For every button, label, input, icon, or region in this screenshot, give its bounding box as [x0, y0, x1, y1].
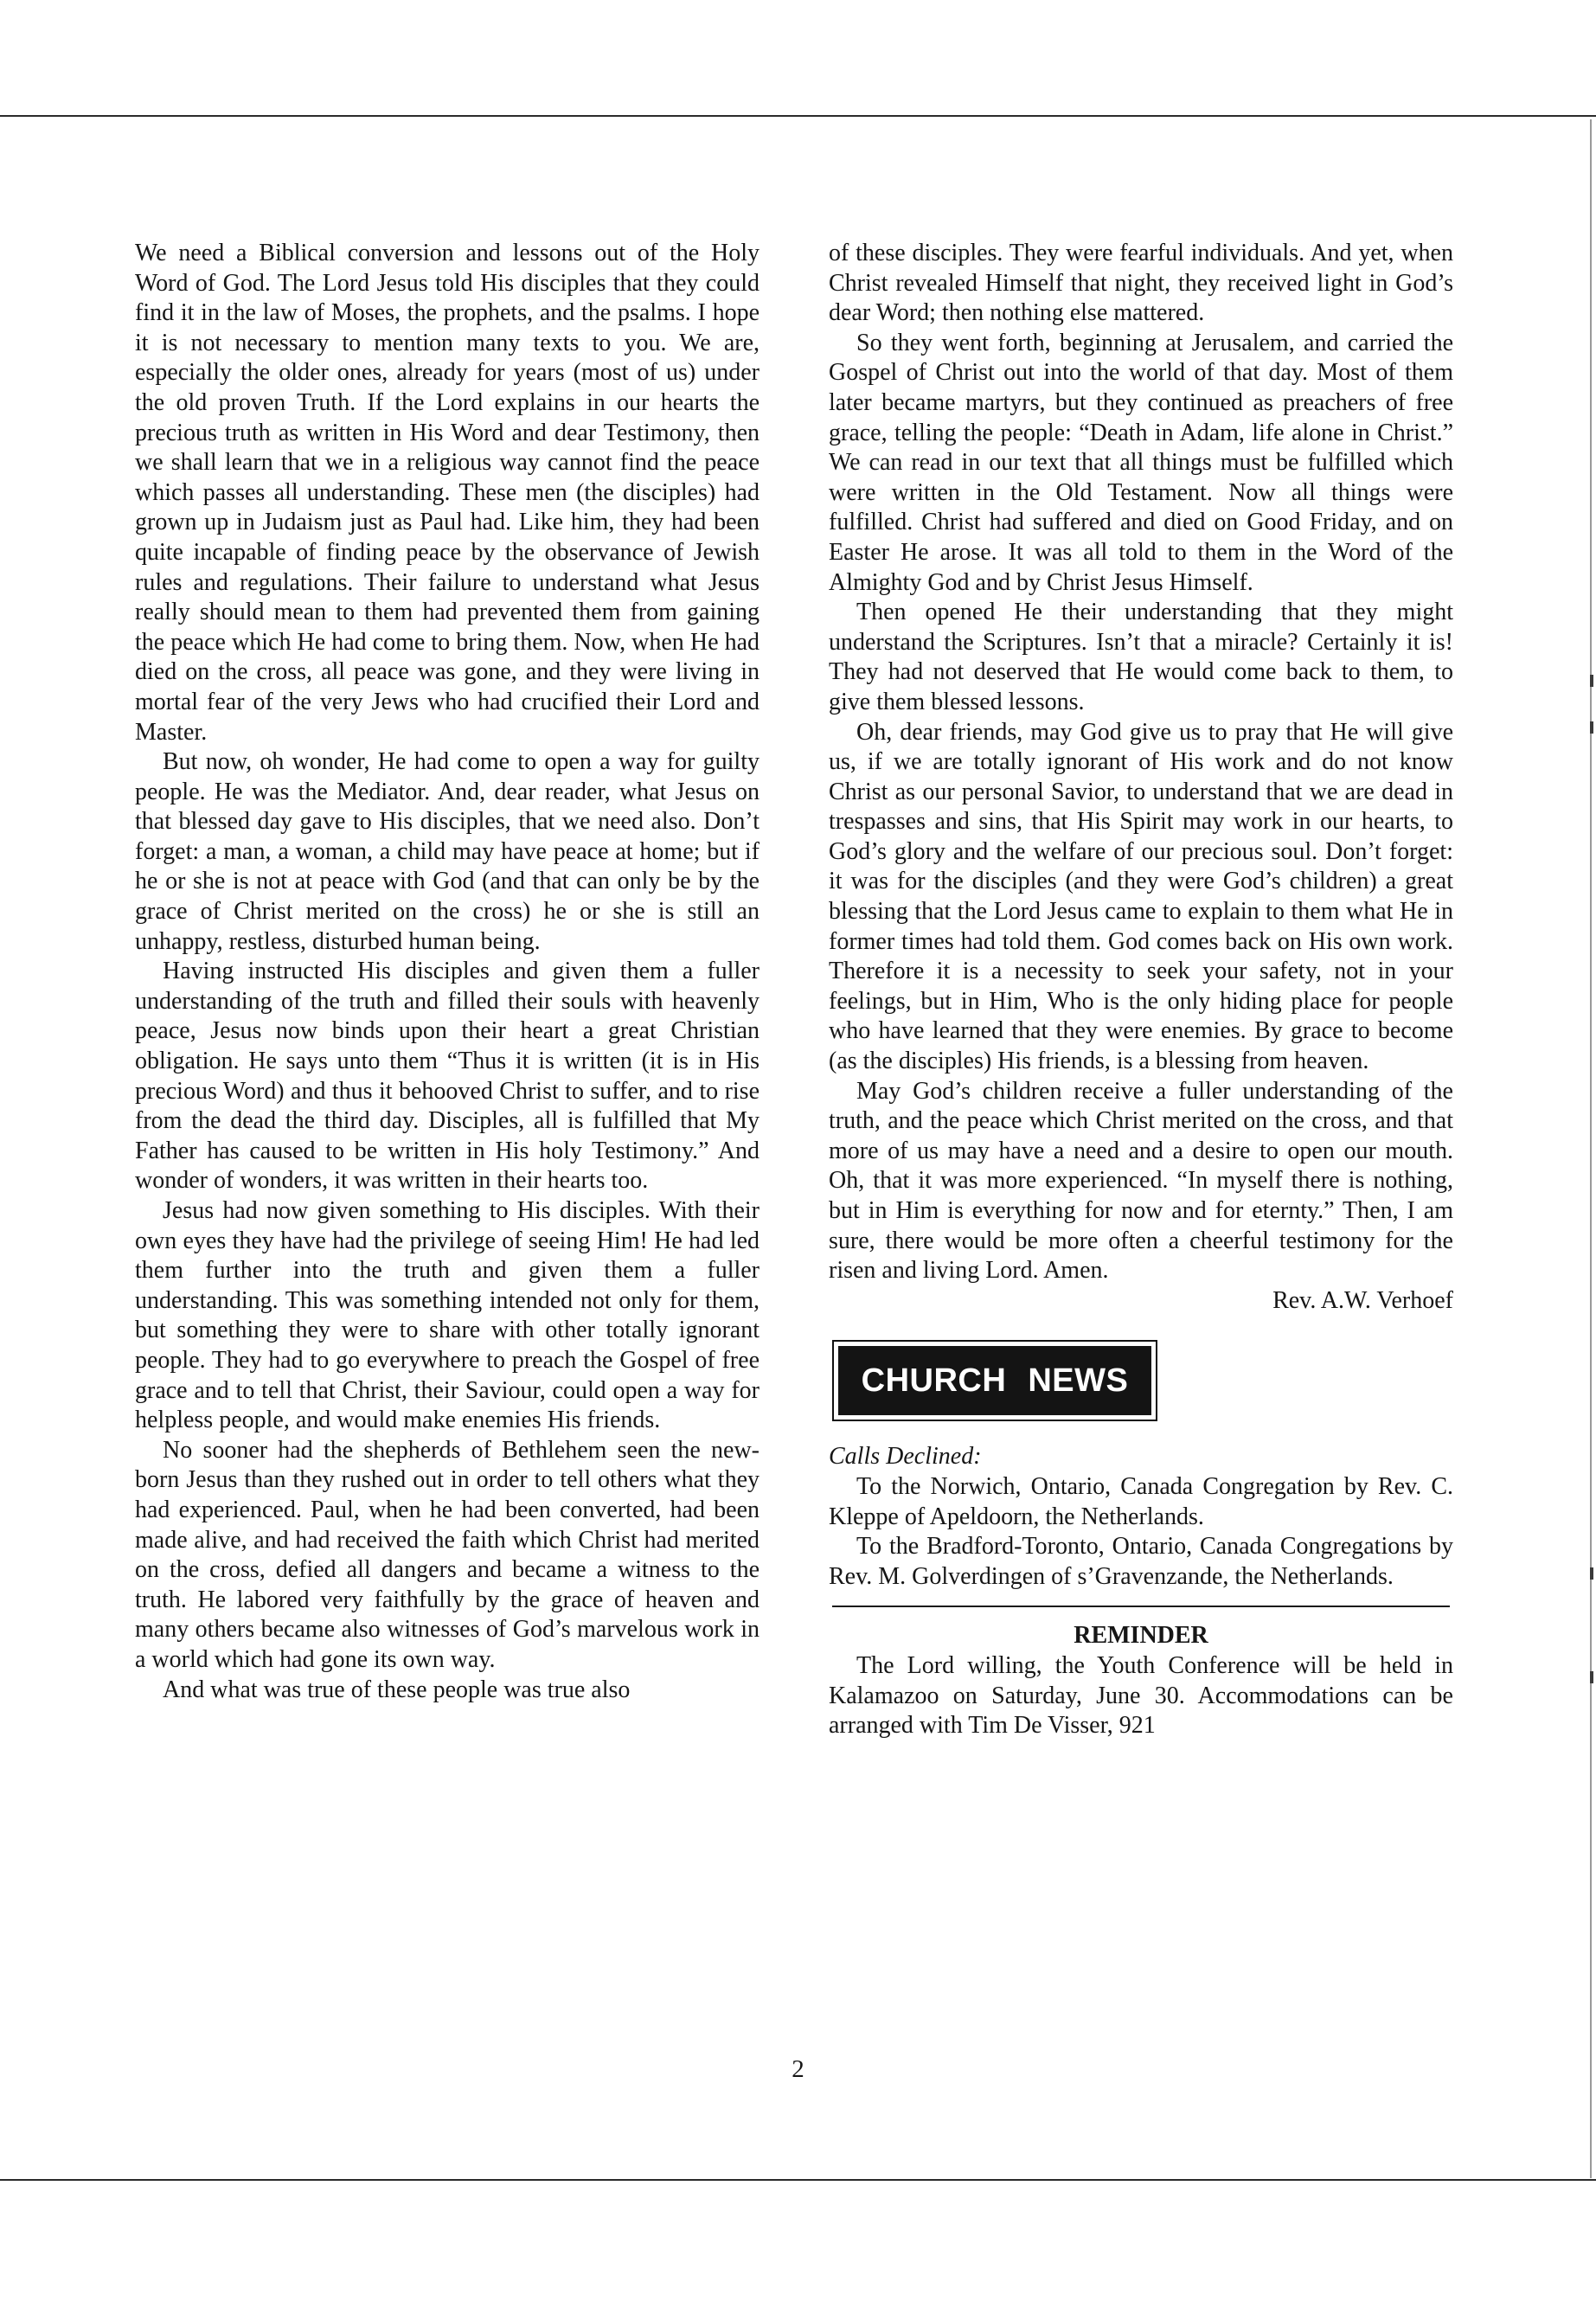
paragraph: But now, oh wonder, He had come to open a way for guilty people. He was the Mediator. And, dear reader, what Jesus on that blessed day gave to His disciples, that we need also. Don’t forget: a man, a woman, a child may have peace at home; but if he or she is not at peace with God (and that can only be by the grace of Christ merited on the cross) he or she is still an unhappy, restless, disturbed human being.	[135, 748, 760, 955]
news-item: To the Norwich, Ontario, Canada Congregation by Rev. C. Kleppe of Apeldoorn, the Netherlands.	[829, 1472, 1453, 1530]
scan-edge-mark	[1590, 1567, 1593, 1580]
right-column	[829, 239, 1453, 1741]
paragraph: And what was true of these people was true also	[163, 1676, 631, 1703]
paragraph: We need a Biblical conversion and lessons out of the Holy Word of God. The Lord Jesus told His disciples that they could find it in the law of Moses, the prophets, and the psalms. I hope it is not necessary to mention many texts to you. We are, especially the older ones, already for years (most of us) under the old proven Truth. If the Lord explains in our hearts the precious truth as written in His Word and dear Testimony, then we shall learn that we in a religious way cannot find the peace which passes all understanding. These men (the disciples) had grown up in Judaism just as Paul had. Like him, they had been quite incapable of finding peace by the observance of Jewish rules and regulations. Their failure to understand what Jesus really should mean to them had prevented them from gaining the peace which He had come to bring them. Now, when He had died on the cross, all peace was gone, and they were living in mortal fear of the very Jews who had crucified their Lord and Master.	[135, 240, 760, 746]
paragraph: of these disciples. They were fearful individuals. And yet, when Christ revealed Himself that night, they received light in God’s dear Word; then nothing else mattered.	[829, 240, 1453, 327]
paragraph: So they went forth, beginning at Jerusalem, and carried the Gospel of Christ out into the world of that day. Most of them later became martyrs, but they continued as preachers of free grace, telling the people: “Death in Adam, life alone in Christ.” We can read in our text that all things must be fulfilled which were written in the Old Testament. Now all things were fulfilled. Christ had suffered and died on Good Friday, and on Easter He arose. It was all told to them in the Word of the Almighty God and by Christ Jesus Himself.	[829, 329, 1453, 596]
page-top-border	[0, 115, 1596, 117]
paragraph: No sooner had the shepherds of Bethlehem seen the new-born Jesus than they rushed out in order to tell others what they had experienced. Paul, when he had been converted, had been made alive, and had received the faith which Christ had merited on the cross, defied all dangers and became a witness to the truth. He labored very faithfully by the grace of heaven and many others became also witnesses of God’s marvelous work in a world which had gone its own way.	[135, 1436, 760, 1673]
page-number: 2	[792, 2055, 804, 2083]
paragraph: Oh, dear friends, may God give us to pray that He will give us, if we are totally ignorant of His work and do not know Christ as our personal Savior, to understand that we are dead in trespasses and sins, that His Spirit may work in our hearts, to God’s glory and the welfare of our precious soul. Don’t forget: it was for the disciples (and they were God’s children) a great blessing that the Lord Jesus came to explain to them what He in former times had told them. God comes back on His own work. Therefore it is a necessity to seek your safety, not in your feelings, but in Him, Who is the only hiding place for people who have learned that they were enemies. By grace to become (as the disciples) His friends, is a blessing from heaven.	[829, 718, 1453, 1075]
left-column	[135, 239, 760, 1705]
page-right-edge	[1590, 119, 1592, 2178]
scan-edge-mark	[1590, 675, 1593, 687]
scan-edge-mark	[1590, 721, 1593, 734]
paragraph: Then opened He their understanding that they might understand the Scriptures. Isn’t that a miracle? Certainly it is! They had not deserved that He would come back to them, to give them blessed lessons.	[829, 599, 1453, 715]
reminder-text: The Lord willing, the Youth Conference will be held in Kalamazoo on Saturday, June 30. Accommodations can be arranged with Tim De Visser, 921	[829, 1651, 1453, 1740]
calls-declined-label: Calls Declined:	[829, 1443, 982, 1471]
news-item: To the Bradford-Toronto, Ontario, Canada Congregations by Rev. M. Golverdingen of s’Gravenzande, the Netherlands.	[829, 1533, 1453, 1590]
reminder-title: REMINDER	[1074, 1622, 1208, 1650]
paragraph: Having instructed His disciples and given them a fuller understanding of the truth and filled their souls with heavenly peace, Jesus now binds upon their heart a great Christian obligation. He says unto them “Thus it is written (it is in His precious Word) and thus it behooved Christ to suffer, and to rise from the dead the third day. Disciples, all is fulfilled that My Father has caused to be written in His holy Testimony.” And wonder of wonders, it was written in their hearts too.	[135, 958, 760, 1195]
author-signature: Rev. A.W. Verhoef	[1272, 1286, 1453, 1314]
paragraph: Jesus had now given something to His disciples. With their own eyes they have had the privilege of seeing Him! He had led them further into the truth and given them a fuller understanding. This was something intended not only for them, but something they were to share with other totally ignorant people. They had to go everywhere to preach the Gospel of free grace and to tell that Christ, their Saviour, could open a way for helpless people, and would make enemies His friends.	[135, 1197, 760, 1434]
paragraph: May God’s children receive a fuller understanding of the truth, and the peace which Christ merited on the cross, and that more of us may have a need and a desire to open our mouth. Oh, that it was more experienced. “In myself there is nothing, but in Him is everything for now and for eternty.” Then, I am sure, there would be more often a cheerful testimony for the risen and living Lord. Amen.	[829, 1077, 1453, 1285]
page-bottom-border	[0, 2179, 1596, 2181]
church-news-heading-label: CHURCH NEWS	[838, 1346, 1151, 1415]
section-divider	[832, 1606, 1450, 1607]
scan-edge-mark	[1590, 1671, 1593, 1683]
church-news-heading	[832, 1340, 1157, 1421]
